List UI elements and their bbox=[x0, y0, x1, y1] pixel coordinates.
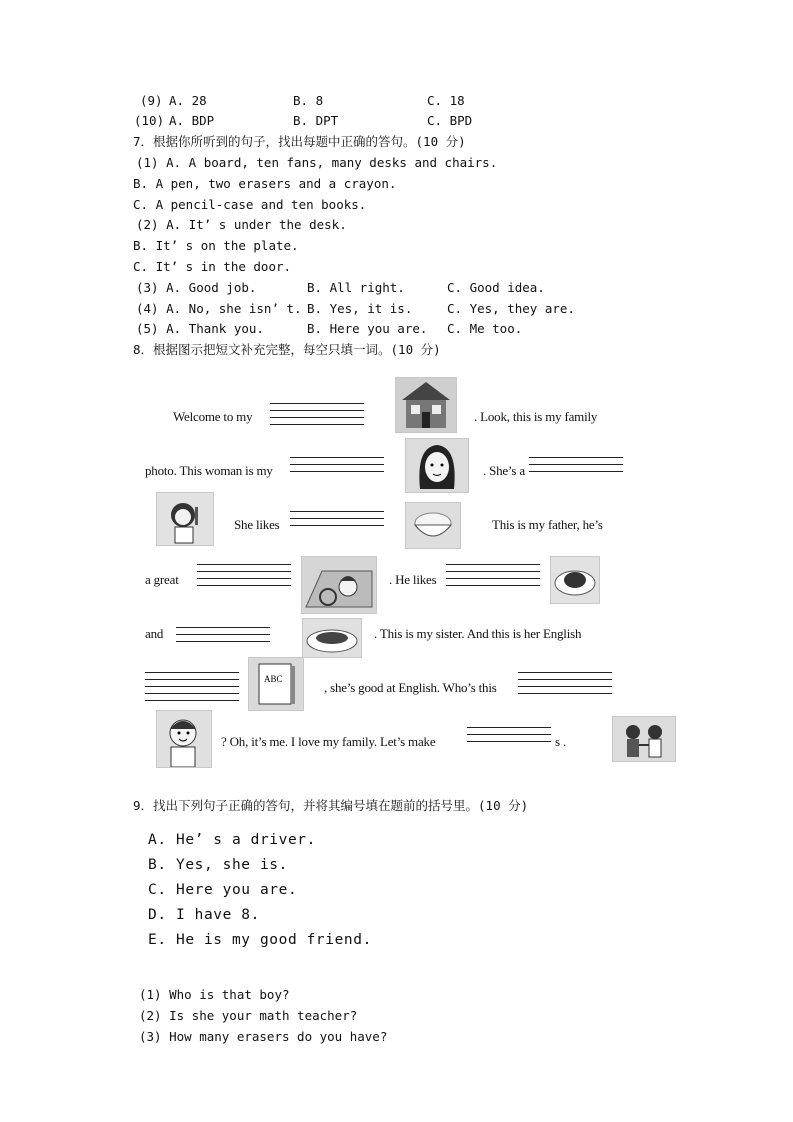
q6-10-option-b: B. DPT bbox=[293, 113, 339, 128]
q7-3-option-a: (3) A. Good job. bbox=[136, 280, 257, 295]
q8-blank-3[interactable] bbox=[529, 457, 623, 478]
q9-question-2: (2) Is she your math teacher? bbox=[139, 1008, 358, 1023]
q7-5-option-a: (5) A. Thank you. bbox=[136, 321, 264, 336]
q7-5-option-c: C. Me too. bbox=[447, 321, 523, 336]
meat-plate-icon bbox=[550, 556, 600, 604]
q8-blank-7[interactable] bbox=[176, 627, 270, 648]
q8-blank-10[interactable] bbox=[467, 727, 551, 748]
q8-text-sister: . This is my sister. And this is her English bbox=[374, 626, 582, 641]
woman-icon bbox=[405, 438, 469, 493]
book-icon bbox=[248, 657, 304, 711]
nurse-icon bbox=[156, 492, 214, 546]
q8-blank-8[interactable] bbox=[145, 672, 239, 707]
q8-text-look: . Look, this is my family bbox=[474, 409, 598, 424]
q7-2-option-b: B. It’ s on the plate. bbox=[133, 238, 299, 253]
q7-1-option-c: C. A pencil-case and ten books. bbox=[133, 197, 367, 212]
q8-blank-9[interactable] bbox=[518, 672, 612, 700]
q8-text-shes-a: . She’s a bbox=[483, 463, 525, 478]
q8-blank-6[interactable] bbox=[446, 564, 540, 592]
q6-10-number: (10) bbox=[134, 113, 165, 128]
svg-text:ABC: ABC bbox=[264, 674, 283, 684]
q8-blank-4[interactable] bbox=[290, 511, 384, 532]
q8-text-he-likes: . He likes bbox=[389, 572, 437, 587]
q6-10-option-a: A. BDP bbox=[169, 113, 215, 128]
q6-9-option-c: C. 18 bbox=[427, 93, 465, 108]
q6-10-option-c: C. BPD bbox=[427, 113, 473, 128]
q9-option-e: E. He is my good friend. bbox=[148, 932, 372, 948]
q8-text-father: This is my father, he’s bbox=[492, 517, 603, 532]
house-icon bbox=[395, 377, 457, 433]
q8-text-photo: photo. This woman is my bbox=[145, 463, 273, 478]
q8-blank-1[interactable] bbox=[270, 403, 364, 431]
q7-5-option-b: B. Here you are. bbox=[307, 321, 428, 336]
q8-text-good-at-english: , she’s good at English. Who’s this bbox=[324, 680, 497, 695]
q9-option-c: C. Here you are. bbox=[148, 882, 298, 898]
rice-bowl-icon bbox=[405, 502, 461, 549]
q9-title: 9．找出下列句子正确的答句，并将其编号填在题前的括号里。(10 分) bbox=[133, 798, 529, 813]
q7-4-option-b: B. Yes, it is. bbox=[307, 301, 413, 316]
q6-9-number: (9) bbox=[140, 93, 163, 108]
q7-4-option-a: (4) A. No, she isn’ t. bbox=[136, 301, 302, 316]
q9-option-a: A. He’ s a driver. bbox=[148, 832, 316, 848]
boy-icon bbox=[156, 710, 212, 768]
q8-title: 8．根据图示把短文补充完整，每空只填一词。(10 分) bbox=[133, 342, 441, 357]
q8-text-s: s . bbox=[555, 734, 566, 749]
q9-option-b: B. Yes, she is. bbox=[148, 857, 288, 873]
q9-option-d: D. I have 8. bbox=[148, 907, 260, 923]
friends-icon bbox=[612, 716, 676, 762]
q7-4-option-c: C. Yes, they are. bbox=[447, 301, 575, 316]
q8-text-and: and bbox=[145, 626, 164, 641]
q8-text-its-me: ? Oh, it’s me. I love my family. Let’s make bbox=[221, 734, 436, 749]
q7-1-option-b: B. A pen, two erasers and a crayon. bbox=[133, 176, 397, 191]
q8-blank-2[interactable] bbox=[290, 457, 384, 478]
q8-blank-5[interactable] bbox=[197, 564, 291, 592]
q8-text-she-likes: She likes bbox=[234, 517, 280, 532]
q8-text-welcome: Welcome to my bbox=[173, 409, 253, 424]
q9-question-1: (1) Who is that boy? bbox=[139, 987, 290, 1002]
q7-title: 7．根据你所听到的句子，找出每题中正确的答句。(10 分) bbox=[133, 134, 466, 149]
fish-plate-icon bbox=[302, 618, 362, 658]
q6-9-option-a: A. 28 bbox=[169, 93, 207, 108]
q7-1-option-a: (1) A. A board, ten fans, many desks and chairs. bbox=[136, 155, 498, 170]
q7-2-option-c: C. It’ s in the door. bbox=[133, 259, 292, 274]
q8-text-a-great: a great bbox=[145, 572, 179, 587]
q7-2-option-a: (2) A. It’ s under the desk. bbox=[136, 217, 347, 232]
q6-9-option-b: B. 8 bbox=[293, 93, 324, 108]
driver-icon bbox=[301, 556, 377, 614]
q9-question-3: (3) How many erasers do you have? bbox=[139, 1029, 388, 1044]
q7-3-option-b: B. All right. bbox=[307, 280, 405, 295]
q7-3-option-c: C. Good idea. bbox=[447, 280, 545, 295]
